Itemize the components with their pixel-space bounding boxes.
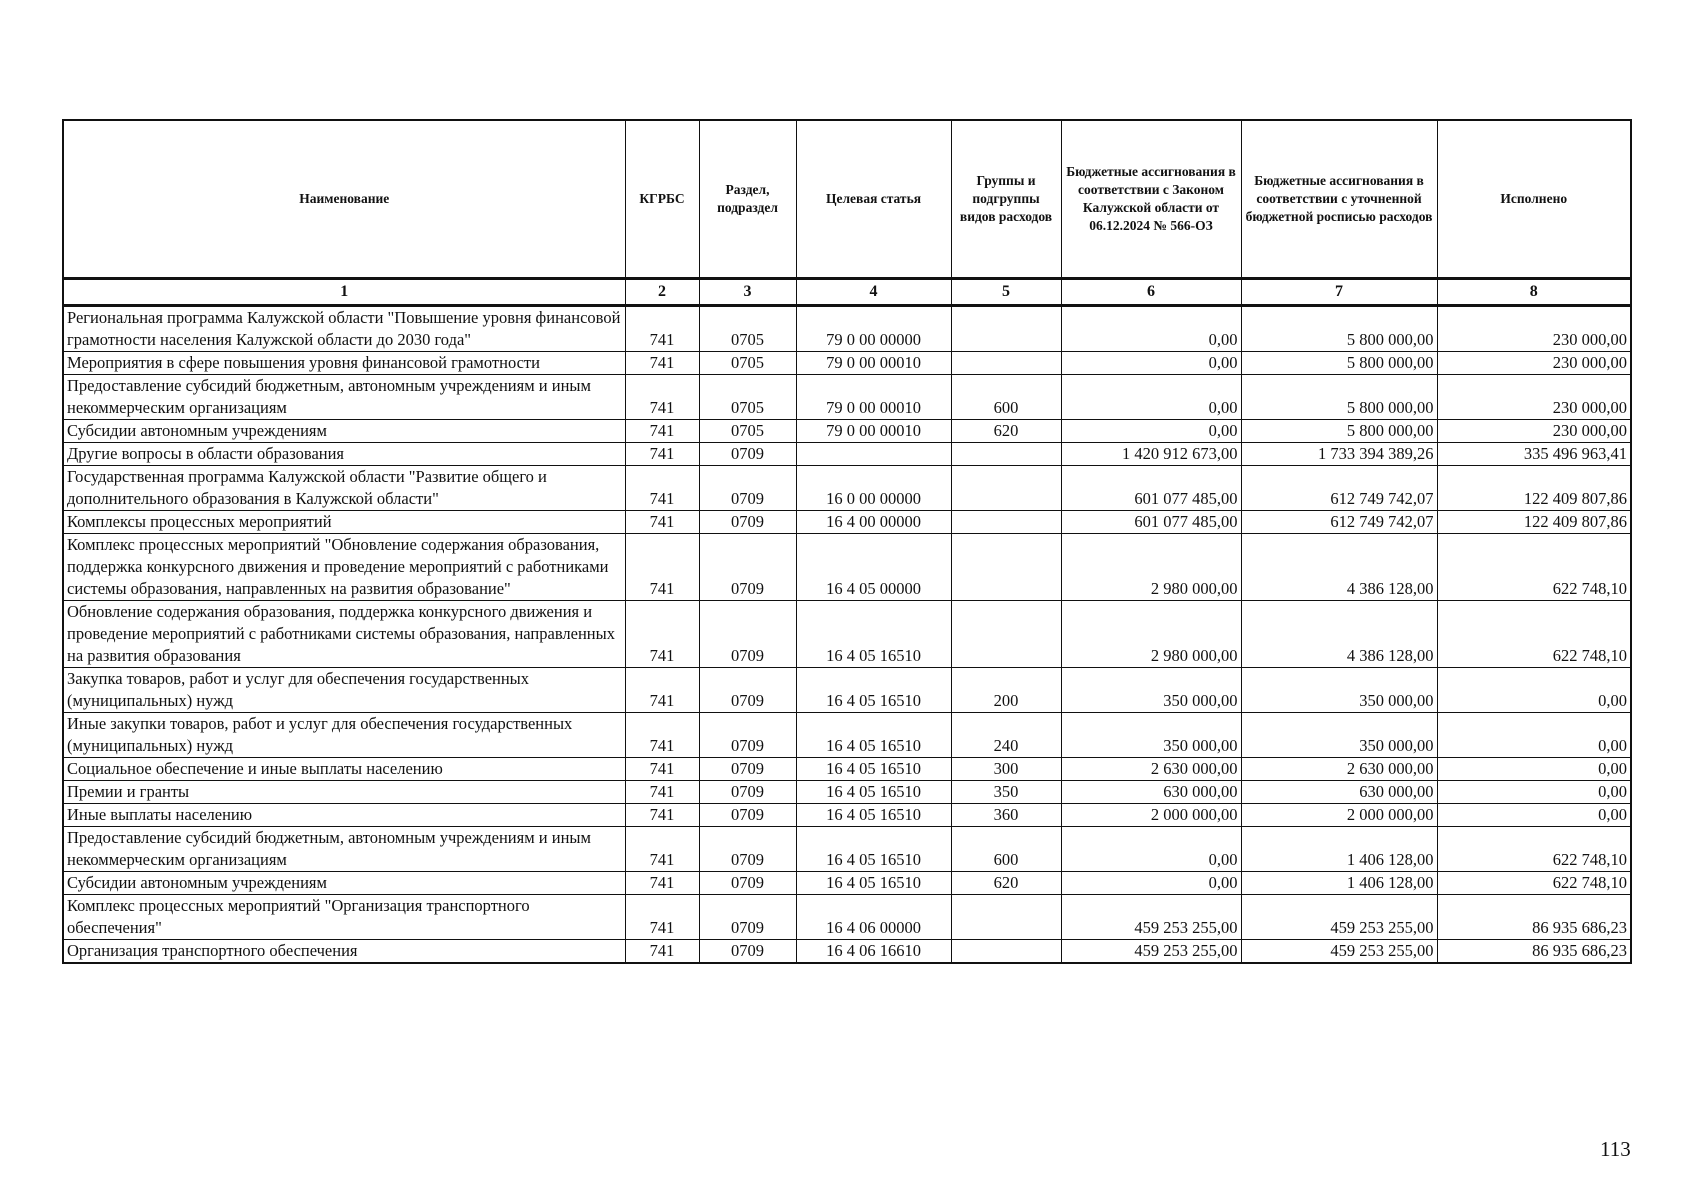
- column-number: 7: [1241, 279, 1437, 306]
- row-refined-allocation: 612 749 742,07: [1241, 466, 1437, 511]
- row-kgrbs: 741: [625, 872, 699, 895]
- row-name: Другие вопросы в области образования: [63, 443, 625, 466]
- row-name: Организация транспортного обеспечения: [63, 940, 625, 964]
- row-law-allocation: 2 980 000,00: [1061, 534, 1241, 601]
- row-name: Обновление содержания образования, поддержка конкурсного движения и проведение мероприятий с работниками системы образования, направленных на развития образования: [63, 601, 625, 668]
- row-expense-group: 300: [951, 758, 1061, 781]
- row-kgrbs: 741: [625, 375, 699, 420]
- row-target-article: 79 0 00 00010: [796, 352, 951, 375]
- header-target-article: Целевая статья: [796, 120, 951, 279]
- row-expense-group: [951, 511, 1061, 534]
- row-refined-allocation: 2 000 000,00: [1241, 804, 1437, 827]
- row-name: Государственная программа Калужской области "Развитие общего и дополнительного образования в Калужской области": [63, 466, 625, 511]
- row-refined-allocation: 5 800 000,00: [1241, 352, 1437, 375]
- row-kgrbs: 741: [625, 306, 699, 352]
- column-number: 1: [63, 279, 625, 306]
- row-executed: 230 000,00: [1437, 352, 1631, 375]
- row-name: Мероприятия в сфере повышения уровня финансовой грамотности: [63, 352, 625, 375]
- header-section: Раздел, подраздел: [699, 120, 796, 279]
- table-row: [63, 420, 1631, 443]
- row-refined-allocation: 4 386 128,00: [1241, 601, 1437, 668]
- row-refined-allocation: 459 253 255,00: [1241, 895, 1437, 940]
- table-row: [63, 466, 1631, 511]
- row-kgrbs: 741: [625, 713, 699, 758]
- column-number: 4: [796, 279, 951, 306]
- row-section: 0705: [699, 375, 796, 420]
- row-section: 0709: [699, 758, 796, 781]
- row-name: Комплекс процессных мероприятий "Организация транспортного обеспечения": [63, 895, 625, 940]
- row-name: Комплексы процессных мероприятий: [63, 511, 625, 534]
- row-target-article: 16 4 06 00000: [796, 895, 951, 940]
- row-refined-allocation: 5 800 000,00: [1241, 306, 1437, 352]
- row-target-article: 79 0 00 00010: [796, 420, 951, 443]
- row-executed: 122 409 807,86: [1437, 466, 1631, 511]
- row-expense-group: 620: [951, 872, 1061, 895]
- row-law-allocation: 350 000,00: [1061, 668, 1241, 713]
- row-expense-group: [951, 352, 1061, 375]
- table-row: [63, 601, 1631, 668]
- row-kgrbs: 741: [625, 827, 699, 872]
- row-expense-group: [951, 466, 1061, 511]
- row-kgrbs: 741: [625, 940, 699, 964]
- row-target-article: 79 0 00 00010: [796, 375, 951, 420]
- row-name: Предоставление субсидий бюджетным, автономным учреждениям и иным некоммерческим организациям: [63, 375, 625, 420]
- row-target-article: 16 4 05 00000: [796, 534, 951, 601]
- row-executed: 622 748,10: [1437, 872, 1631, 895]
- row-expense-group: [951, 601, 1061, 668]
- header-expense-groups: Группы и подгруппы видов расходов: [951, 120, 1061, 279]
- budget-table: [62, 119, 1632, 964]
- row-executed: 0,00: [1437, 668, 1631, 713]
- budget-sheet: [62, 119, 1630, 964]
- row-kgrbs: 741: [625, 420, 699, 443]
- table-body: [63, 306, 1631, 964]
- row-law-allocation: 0,00: [1061, 827, 1241, 872]
- table-row: [63, 940, 1631, 964]
- row-kgrbs: 741: [625, 466, 699, 511]
- row-executed: 335 496 963,41: [1437, 443, 1631, 466]
- row-law-allocation: 0,00: [1061, 375, 1241, 420]
- row-name: Предоставление субсидий бюджетным, автономным учреждениям и иным некоммерческим организациям: [63, 827, 625, 872]
- row-refined-allocation: 5 800 000,00: [1241, 375, 1437, 420]
- table-row: [63, 781, 1631, 804]
- header-name: Наименование: [63, 120, 625, 279]
- row-refined-allocation: 1 733 394 389,26: [1241, 443, 1437, 466]
- row-refined-allocation: 5 800 000,00: [1241, 420, 1437, 443]
- row-kgrbs: 741: [625, 443, 699, 466]
- table-row: [63, 713, 1631, 758]
- row-target-article: 79 0 00 00000: [796, 306, 951, 352]
- row-law-allocation: 459 253 255,00: [1061, 940, 1241, 964]
- column-number: 6: [1061, 279, 1241, 306]
- column-number: 5: [951, 279, 1061, 306]
- table-row: [63, 352, 1631, 375]
- row-refined-allocation: 2 630 000,00: [1241, 758, 1437, 781]
- row-executed: 230 000,00: [1437, 420, 1631, 443]
- row-section: 0709: [699, 511, 796, 534]
- row-kgrbs: 741: [625, 758, 699, 781]
- row-executed: 86 935 686,23: [1437, 940, 1631, 964]
- row-law-allocation: 0,00: [1061, 872, 1241, 895]
- row-expense-group: 350: [951, 781, 1061, 804]
- table-row: [63, 758, 1631, 781]
- header-executed: Исполнено: [1437, 120, 1631, 279]
- row-target-article: [796, 443, 951, 466]
- row-law-allocation: 0,00: [1061, 352, 1241, 375]
- row-executed: 0,00: [1437, 758, 1631, 781]
- row-name: Иные закупки товаров, работ и услуг для обеспечения государственных (муниципальных) нужд: [63, 713, 625, 758]
- table-row: [63, 443, 1631, 466]
- row-target-article: 16 4 05 16510: [796, 601, 951, 668]
- table-row: [63, 895, 1631, 940]
- row-section: 0709: [699, 601, 796, 668]
- column-number: 2: [625, 279, 699, 306]
- row-section: 0709: [699, 940, 796, 964]
- row-executed: 622 748,10: [1437, 827, 1631, 872]
- row-executed: 622 748,10: [1437, 601, 1631, 668]
- row-law-allocation: 630 000,00: [1061, 781, 1241, 804]
- row-name: Субсидии автономным учреждениям: [63, 872, 625, 895]
- row-section: 0709: [699, 781, 796, 804]
- row-law-allocation: 2 980 000,00: [1061, 601, 1241, 668]
- row-law-allocation: 601 077 485,00: [1061, 466, 1241, 511]
- row-kgrbs: 741: [625, 804, 699, 827]
- header-law-allocations: Бюджетные ассигнования в соответствии с Законом Калужской области от 06.12.2024 № 566-ОЗ: [1061, 120, 1241, 279]
- row-target-article: 16 4 05 16510: [796, 758, 951, 781]
- row-refined-allocation: 459 253 255,00: [1241, 940, 1437, 964]
- header-refined-allocations: Бюджетные ассигнования в соответствии с уточненной бюджетной росписью расходов: [1241, 120, 1437, 279]
- column-number-row: [63, 279, 1631, 306]
- row-section: 0705: [699, 420, 796, 443]
- row-name: Закупка товаров, работ и услуг для обеспечения государственных (муниципальных) нужд: [63, 668, 625, 713]
- row-target-article: 16 4 06 16610: [796, 940, 951, 964]
- column-number: 3: [699, 279, 796, 306]
- row-executed: 622 748,10: [1437, 534, 1631, 601]
- row-law-allocation: 0,00: [1061, 306, 1241, 352]
- row-expense-group: [951, 534, 1061, 601]
- row-kgrbs: 741: [625, 895, 699, 940]
- row-kgrbs: 741: [625, 352, 699, 375]
- row-refined-allocation: 1 406 128,00: [1241, 827, 1437, 872]
- row-expense-group: [951, 443, 1061, 466]
- table-row: [63, 668, 1631, 713]
- row-expense-group: [951, 306, 1061, 352]
- row-law-allocation: 2 630 000,00: [1061, 758, 1241, 781]
- row-section: 0709: [699, 872, 796, 895]
- row-section: 0709: [699, 443, 796, 466]
- row-expense-group: 620: [951, 420, 1061, 443]
- row-target-article: 16 4 00 00000: [796, 511, 951, 534]
- row-refined-allocation: 4 386 128,00: [1241, 534, 1437, 601]
- row-expense-group: 200: [951, 668, 1061, 713]
- row-refined-allocation: 350 000,00: [1241, 668, 1437, 713]
- row-refined-allocation: 1 406 128,00: [1241, 872, 1437, 895]
- row-target-article: 16 4 05 16510: [796, 804, 951, 827]
- row-executed: 0,00: [1437, 804, 1631, 827]
- table-row: [63, 534, 1631, 601]
- row-name: Социальное обеспечение и иные выплаты населению: [63, 758, 625, 781]
- row-expense-group: 240: [951, 713, 1061, 758]
- row-executed: 0,00: [1437, 781, 1631, 804]
- row-target-article: 16 4 05 16510: [796, 827, 951, 872]
- column-number: 8: [1437, 279, 1631, 306]
- row-expense-group: [951, 895, 1061, 940]
- row-kgrbs: 741: [625, 511, 699, 534]
- header-row: [63, 120, 1631, 279]
- row-name: Иные выплаты населению: [63, 804, 625, 827]
- row-law-allocation: 459 253 255,00: [1061, 895, 1241, 940]
- row-target-article: 16 4 05 16510: [796, 713, 951, 758]
- row-refined-allocation: 630 000,00: [1241, 781, 1437, 804]
- row-target-article: 16 4 05 16510: [796, 781, 951, 804]
- table-row: [63, 872, 1631, 895]
- row-section: 0705: [699, 306, 796, 352]
- row-law-allocation: 350 000,00: [1061, 713, 1241, 758]
- row-executed: 230 000,00: [1437, 306, 1631, 352]
- row-section: 0709: [699, 534, 796, 601]
- row-name: Региональная программа Калужской области "Повышение уровня финансовой грамотности населения Калужской области до 2030 года": [63, 306, 625, 352]
- row-section: 0709: [699, 827, 796, 872]
- row-name: Премии и гранты: [63, 781, 625, 804]
- row-law-allocation: 0,00: [1061, 420, 1241, 443]
- row-name: Субсидии автономным учреждениям: [63, 420, 625, 443]
- table-row: [63, 804, 1631, 827]
- row-section: 0709: [699, 668, 796, 713]
- row-law-allocation: 2 000 000,00: [1061, 804, 1241, 827]
- row-target-article: 16 4 05 16510: [796, 872, 951, 895]
- table-row: [63, 827, 1631, 872]
- row-kgrbs: 741: [625, 601, 699, 668]
- row-section: 0709: [699, 713, 796, 758]
- row-section: 0709: [699, 804, 796, 827]
- row-section: 0705: [699, 352, 796, 375]
- row-executed: 122 409 807,86: [1437, 511, 1631, 534]
- row-kgrbs: 741: [625, 781, 699, 804]
- row-refined-allocation: 350 000,00: [1241, 713, 1437, 758]
- row-expense-group: 600: [951, 375, 1061, 420]
- row-section: 0709: [699, 895, 796, 940]
- row-kgrbs: 741: [625, 668, 699, 713]
- header-kgrbs: КГРБС: [625, 120, 699, 279]
- row-section: 0709: [699, 466, 796, 511]
- row-expense-group: 600: [951, 827, 1061, 872]
- row-law-allocation: 601 077 485,00: [1061, 511, 1241, 534]
- row-executed: 0,00: [1437, 713, 1631, 758]
- table-row: [63, 375, 1631, 420]
- row-name: Комплекс процессных мероприятий "Обновление содержания образования, поддержка конкурсного движения и проведение мероприятий с работниками системы образования, направленных на развития образование": [63, 534, 625, 601]
- row-executed: 86 935 686,23: [1437, 895, 1631, 940]
- row-target-article: 16 4 05 16510: [796, 668, 951, 713]
- table-row: [63, 511, 1631, 534]
- row-executed: 230 000,00: [1437, 375, 1631, 420]
- row-refined-allocation: 612 749 742,07: [1241, 511, 1437, 534]
- table-row: [63, 306, 1631, 352]
- row-kgrbs: 741: [625, 534, 699, 601]
- row-law-allocation: 1 420 912 673,00: [1061, 443, 1241, 466]
- row-expense-group: [951, 940, 1061, 964]
- row-target-article: 16 0 00 00000: [796, 466, 951, 511]
- row-expense-group: 360: [951, 804, 1061, 827]
- page-number: 113: [1600, 1137, 1631, 1161]
